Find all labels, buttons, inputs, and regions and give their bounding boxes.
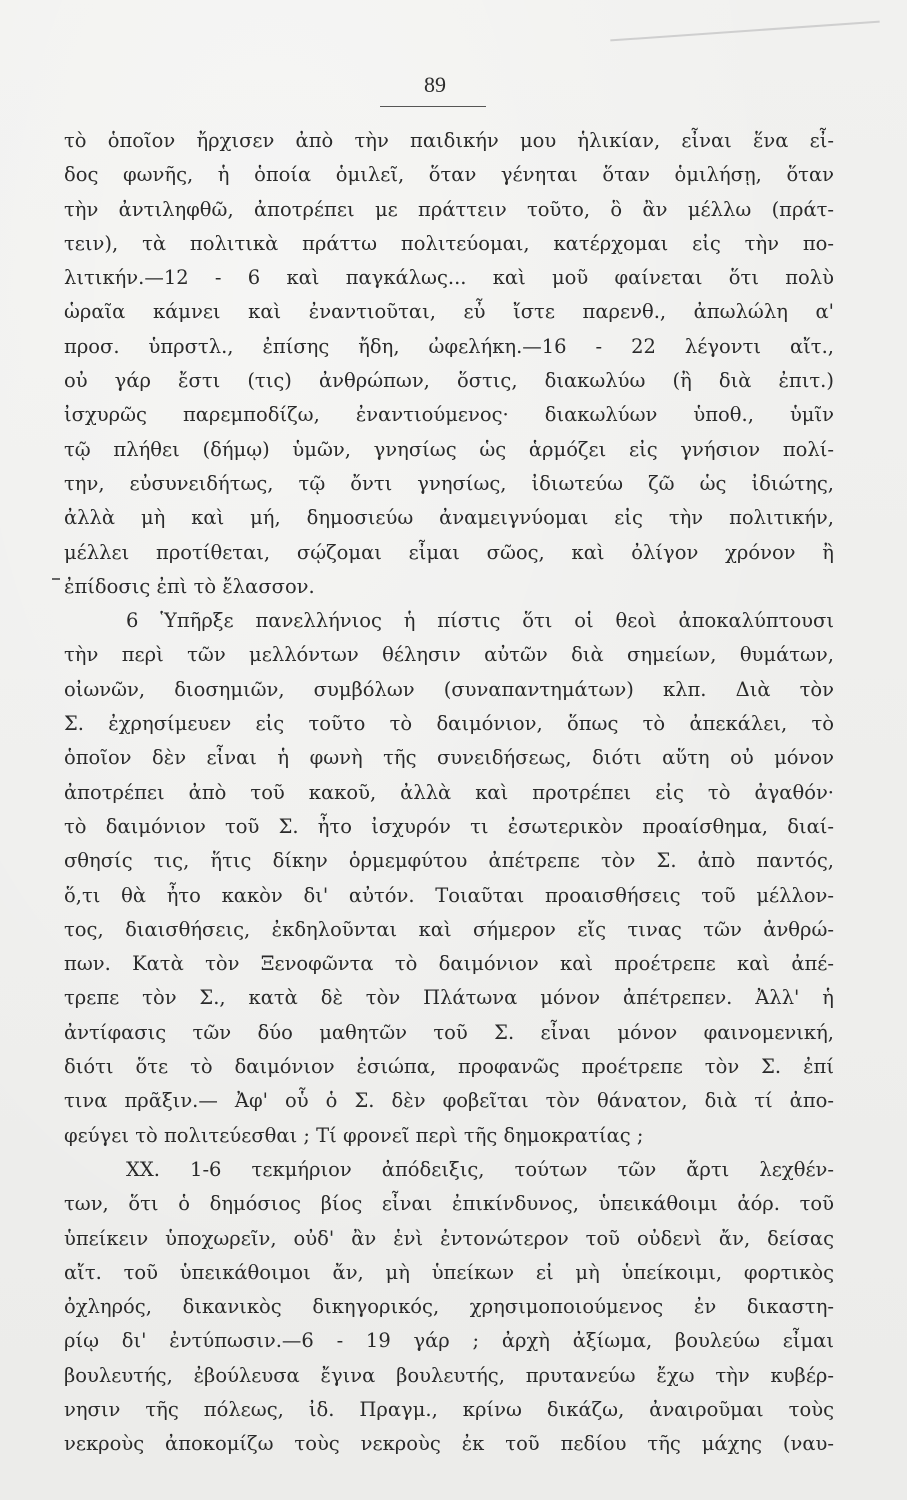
text-line: ρίῳ δι' ἐντύπωσιν.—6 - 19 γάρ ; ἀρχὴ ἀξίωμα, βουλεύω εἶμαι bbox=[64, 1329, 834, 1353]
text-line: νησιν τῆς πόλεως, ἰδ. Πραγμ., κρίνω δικάζω, ἀναιροῦμαι τοὺς bbox=[64, 1397, 834, 1421]
section-xx-start-line: XX. 1-6 τεκμήριον ἀπόδειξις, τούτων τῶν ἄρτι λεχθέν- bbox=[126, 1157, 834, 1181]
text-line: τὴν ἀντιληφθῶ, ἀποτρέπει με πράττειν τοῦτο, ὃ ἂν μέλλω (πράτ- bbox=[64, 197, 834, 221]
text-line: τος, διαισθήσεις, ἐκδηλοῦνται καὶ σήμερον εἴς τινας τῶν ἀνθρώ- bbox=[64, 917, 834, 941]
text-line: δος φωνῆς, ἡ ὁποία ὁμιλεῖ, ὅταν γένηται ὅταν ὁμιλήσῃ, ὅταν bbox=[64, 163, 834, 187]
handwritten-signature-top: ​ bbox=[639, 0, 645, 40]
text-line: οἰωνῶν, διοσημιῶν, συμβόλων (συναπαντημάτων) κλπ. Διὰ τὸν bbox=[64, 677, 834, 701]
text-line: την, εὐσυνειδήτως, τῷ ὄντι γνησίως, ἰδιωτεύω ζῶ ὡς ἰδιώτης, bbox=[64, 471, 834, 495]
text-line: προσ. ὑπρστλ., ἐπίσης ἤδη, ὠφελήκη.—16 - 22 λέγοντι αἴτ., bbox=[64, 334, 834, 358]
text-line: ὑπείκειν ὑποχωρεῖν, οὐδ' ἂν ἑνὶ ἐντονώτερον τοῦ οὐδενὶ ἄν, δείσας bbox=[64, 1226, 834, 1250]
text-line: τῷ πλήθει (δήμῳ) ὑμῶν, γνησίως ὡς ἁρμόζει εἰς γνήσιον πολί- bbox=[64, 437, 834, 461]
text-line: ὅ,τι θὰ ἦτο κακὸν δι' αὐτόν. Τοιαῦται προαισθήσεις τοῦ μέλλον- bbox=[64, 883, 834, 907]
text-line: τὸ ὁποῖον ἤρχισεν ἀπὸ τὴν παιδικήν μου ἡλικίαν, εἶναι ἕνα εἶ- bbox=[64, 129, 834, 152]
text-line: νεκροὺς ἀποκομίζω τοὺς νεκροὺς ἐκ τοῦ πεδίου τῆς μάχης (ναυ- bbox=[64, 1432, 834, 1456]
text-line: τρεπε τὸν Σ., κατὰ δὲ τὸν Πλάτωνα μόνον ἀπέτρεπεν. Ἀλλ' ἡ bbox=[64, 986, 834, 1010]
paragraph-start-line: 6 Ὑπῆρξε πανελλήνιος ἡ πίστις ὅτι οἱ θεοὶ ἀποκαλύπτουσι bbox=[126, 609, 834, 633]
text-line: φεύγει τὸ πολιτεύεσθαι ; Τί φρονεῖ περὶ τῆς δημοκρατίας ; bbox=[64, 1123, 644, 1147]
text-line: αἴτ. τοῦ ὑπεικάθοιμοι ἄν, μὴ ὑπείκων εἰ μὴ ὑπείκοιμι, φορτικὸς bbox=[64, 1260, 834, 1284]
text-line: ἀλλὰ μὴ καὶ μή, δημοσιεύω ἀναμειγνύομαι εἰς τὴν πολιτικήν, bbox=[64, 506, 834, 530]
handwritten-signature: ​ bbox=[495, 38, 501, 84]
text-line: τινα πρᾶξιν.— Ἀφ' οὗ ὁ Σ. δὲν φοβεῖται τὸν θάνατον, διὰ τί ἀπο- bbox=[64, 1089, 834, 1113]
text-line: ὀχληρός, δικανικὸς δικηγορικός, χρησιμοποιούμενος ἐν δικαστη- bbox=[64, 1295, 834, 1319]
text-line: ὡραῖα κάμνει καὶ ἐναντιοῦται, εὖ ἴστε παρενθ., ἀπωλώλη α' bbox=[64, 300, 834, 324]
margin-mark bbox=[52, 578, 60, 580]
text-line: ἐπίδοσις ἐπὶ τὸ ἔλασσον. bbox=[64, 574, 315, 598]
text-line: ἰσχυρῶς παρεμποδίζω, ἐναντιούμενος· διακωλύων ὑποθ., ὑμῖν bbox=[64, 403, 834, 427]
text-line: ἀντίφασις τῶν δύο μαθητῶν τοῦ Σ. εἶναι μόνον φαινομενική, bbox=[64, 1020, 834, 1044]
text-line: τειν), τὰ πολιτικὰ πράττω πολιτεύομαι, κατέρχομαι εἰς τὴν πο- bbox=[64, 231, 834, 255]
text-line: τὴν περὶ τῶν μελλόντων θέλησιν αὐτῶν διὰ σημείων, θυμάτων, bbox=[64, 643, 834, 667]
text-line: λιτικήν.—12 - 6 καὶ παγκάλως... καὶ μοῦ φαίνεται ὅτι πολὺ bbox=[64, 266, 834, 290]
text-line: ἀποτρέπει ἀπὸ τοῦ κακοῦ, ἀλλὰ καὶ προτρέπει εἰς τὸ ἀγαθόν· bbox=[64, 780, 834, 804]
text-line: διότι ὅτε τὸ δαιμόνιον ἐσιώπα, προφανῶς προέτρεπε τὸν Σ. ἐπί bbox=[64, 1055, 834, 1079]
body-text bbox=[64, 124, 834, 1462]
text-line: των, ὅτι ὁ δημόσιος βίος εἶναι ἐπικίνδυνος, ὑπεικάθοιμι ἀόρ. τοῦ bbox=[64, 1192, 834, 1216]
text-line: οὐ γάρ ἔστι (τις) ἀνθρώπων, ὅστις, διακωλύω (ἢ διὰ ἐπιτ.) bbox=[64, 369, 834, 393]
page-number: 89 bbox=[424, 72, 446, 97]
text-line: τὸ δαιμόνιον τοῦ Σ. ἦτο ἰσχυρόν τι ἐσωτερικὸν προαίσθημα, διαί- bbox=[64, 814, 834, 838]
text-line: βουλευτής, ἐβούλευσα ἔγινα βουλευτής, πρυτανεύω ἔχω τὴν κυβέρ- bbox=[64, 1363, 834, 1387]
text-line: Σ. ἐχρησίμευεν εἰς τοῦτο τὸ δαιμόνιον, ὅπως τὸ ἀπεκάλει, τὸ bbox=[64, 712, 834, 736]
text-line: πων. Κατὰ τὸν Ξενοφῶντα τὸ δαιμόνιον καὶ προέτρεπε καὶ ἀπέ- bbox=[64, 952, 834, 976]
signature-stroke bbox=[610, 21, 879, 42]
text-line: σθησίς τις, ἥτις δίκην ὁρμεμφύτου ἀπέτρεπε τὸν Σ. ἀπὸ παντός, bbox=[64, 849, 834, 873]
text-line: μέλλει προτίθεται, σῴζομαι εἶμαι σῶος, καὶ ὀλίγον χρόνον ἢ bbox=[64, 540, 834, 564]
page-number-rule bbox=[380, 106, 486, 107]
text-line: ὁποῖον δὲν εἶναι ἡ φωνὴ τῆς συνειδήσεως, διότι αὕτη οὐ μόνον bbox=[64, 746, 834, 770]
